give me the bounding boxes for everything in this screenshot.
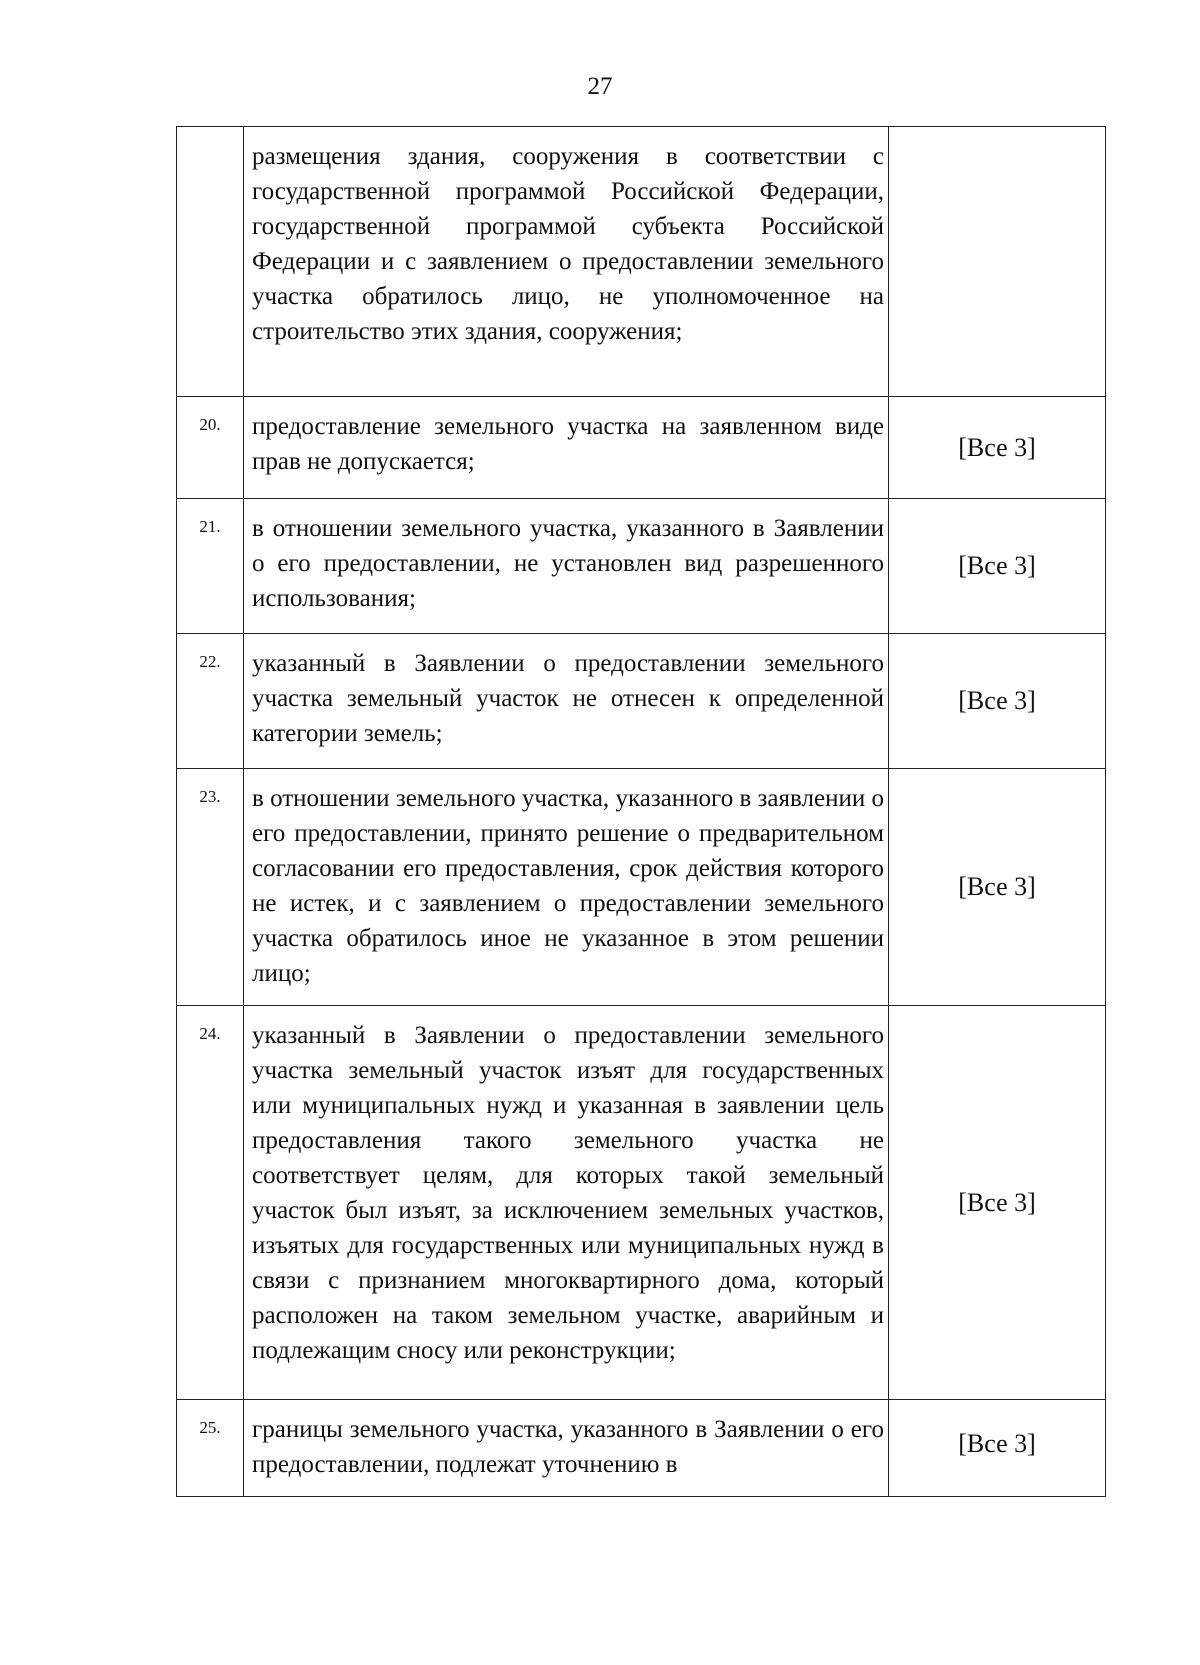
row-reference: [Все 3]: [889, 1006, 1106, 1400]
row-text: предоставление земельного участка на заявленном виде прав не допускается;: [244, 397, 889, 499]
row-text: в отношении земельного участка, указанного в заявлении о его предоставлении, принято решение о предварительном согласовании его предоставления, срок действия которого не истек, и с заявлением о предоставлении земельного участка обратилось иное не указанное в этом решении лицо;: [244, 769, 889, 1006]
table-row: [177, 397, 1106, 499]
row-reference: [Все 3]: [889, 769, 1106, 1006]
table-row: [177, 1006, 1106, 1400]
grounds-table: [176, 126, 1106, 1497]
page-number: 27: [587, 73, 613, 100]
row-reference: [Все 3]: [889, 1400, 1106, 1497]
row-text: размещения здания, сооружения в соответствии с государственной программой Российской Федерации, государственной программой субъекта Российской Федерации и с заявлением о предоставлении земельного участка обратилось лицо, не уполномоченное на строительство этих здания, сооружения;: [244, 127, 889, 397]
table-row: [177, 127, 1106, 397]
row-number: 24.: [177, 1006, 244, 1400]
table-row: [177, 1400, 1106, 1497]
row-number: 25.: [177, 1400, 244, 1497]
row-text: границы земельного участка, указанного в Заявлении о его предоставлении, подлежат уточнению в: [244, 1400, 889, 1497]
table-row: [177, 634, 1106, 769]
row-text: указанный в Заявлении о предоставлении земельного участка земельный участок изъят для государственных или муниципальных нужд и указанная в заявлении цель предоставления такого земельного участка не соответствует целям, для которых такой земельный участок был изъят, за исключением земельных участков, изъятых для государственных или муниципальных нужд в связи с признанием многоквартирного дома, который расположен на таком земельном участке, аварийным и подлежащим сносу или реконструкции;: [244, 1006, 889, 1400]
row-reference: [889, 127, 1106, 397]
row-number: 20.: [177, 397, 244, 499]
row-reference: [Все 3]: [889, 499, 1106, 634]
row-text: указанный в Заявлении о предоставлении земельного участка земельный участок не отнесен к определенной категории земель;: [244, 634, 889, 769]
table-row: [177, 499, 1106, 634]
row-number: 21.: [177, 499, 244, 634]
row-reference: [Все 3]: [889, 634, 1106, 769]
table-row: [177, 769, 1106, 1006]
row-number: 23.: [177, 769, 244, 1006]
row-number: [177, 127, 244, 397]
row-text: в отношении земельного участка, указанного в Заявлении о его предоставлении, не установлен вид разрешенного использования;: [244, 499, 889, 634]
row-number: 22.: [177, 634, 244, 769]
row-reference: [Все 3]: [889, 397, 1106, 499]
